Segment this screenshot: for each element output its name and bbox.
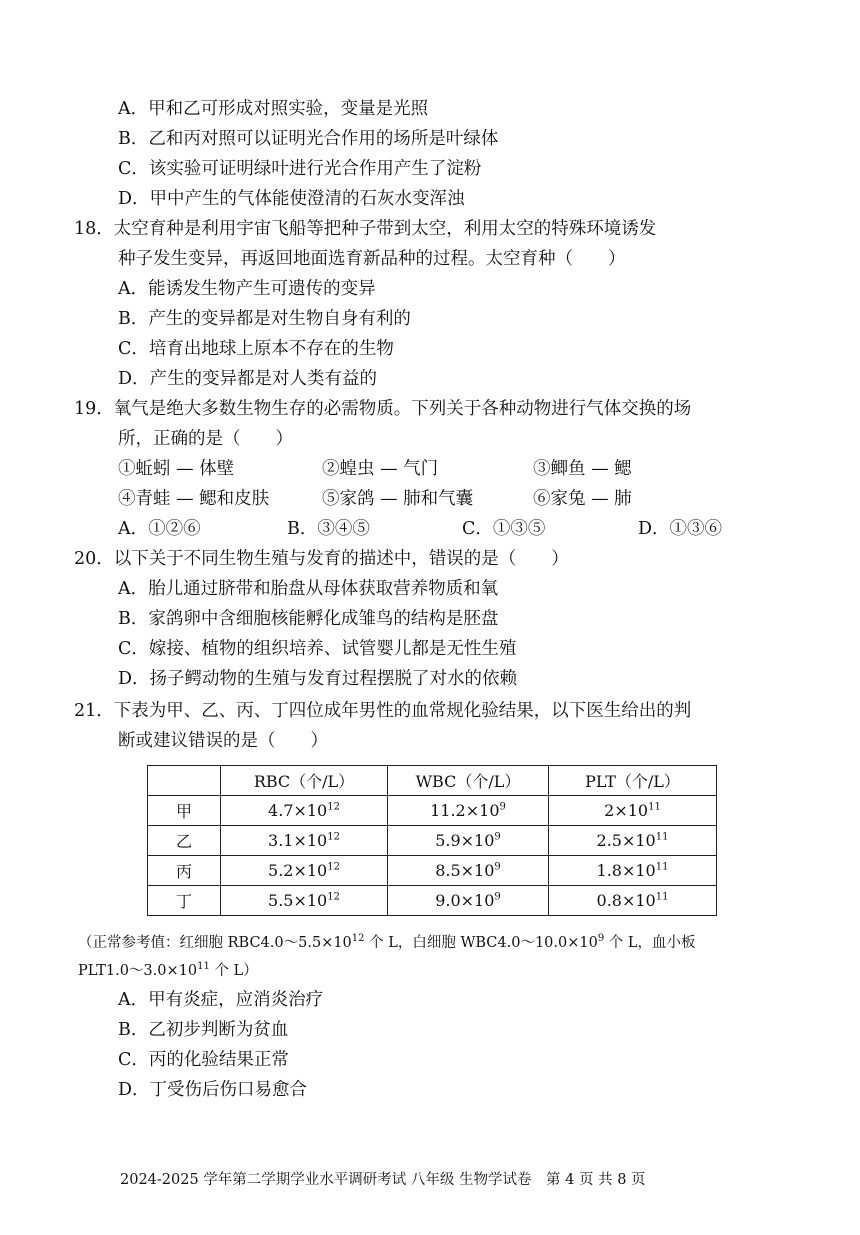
table-cell-rbc: $4.7\times 10^{12}$ xyxy=(221,796,388,826)
page-footer: 2024-2025 学年第二学期学业水平调研考试 八年级 生物学试卷 第 4 页 共 8 页 xyxy=(120,1172,646,1188)
q20-option-d: D．扬子鳄动物的生殖与发育过程摆脱了对水的依赖 xyxy=(118,669,518,689)
table-cell-rbc: $3.1\times 10^{12}$ xyxy=(221,826,388,856)
table-cell-plt: $2.5\times 10^{11}$ xyxy=(549,826,717,856)
table-cell-wbc: $9.0\times 10^9$ xyxy=(388,886,549,916)
q19-option-a: A．①②⑥ xyxy=(118,519,201,539)
q18-option-b: B．产生的变异都是对生物自身有利的 xyxy=(118,309,411,329)
table-cell-rbc: $5.5\times 10^{12}$ xyxy=(221,886,388,916)
q19-pair-5: ⑤家鸽 — 肺和气囊 xyxy=(322,489,474,509)
q20-option-b: B．家鸽卵中含细胞核能孵化成雏鸟的结构是胚盘 xyxy=(118,609,499,629)
q21-option-b: B．乙初步判断为贫血 xyxy=(118,1020,289,1040)
q17-option-a: A．甲和乙可形成对照实验，变量是光照 xyxy=(118,99,429,119)
table-cell-plt: $0.8\times 10^{11}$ xyxy=(549,886,717,916)
q19-pair-4: ④青蛙 — 鳃和皮肤 xyxy=(118,489,270,509)
table-row xyxy=(148,796,717,826)
table-cell-plt: $2\times 10^{11}$ xyxy=(549,796,717,826)
table-cell-wbc: $11.2\times 10^9$ xyxy=(388,796,549,826)
q18-option-c: C．培育出地球上原本不存在的生物 xyxy=(118,339,394,359)
table-cell-plt: $1.8\times 10^{11}$ xyxy=(549,856,717,886)
q18-option-a: A．能诱发生物产生可遗传的变异 xyxy=(118,279,376,299)
q19-option-b: B．③④⑤ xyxy=(287,519,370,539)
table-header-cell: WBC（个/L） xyxy=(388,766,549,796)
table-header-cell: RBC（个/L） xyxy=(221,766,388,796)
table-cell-name: 甲 xyxy=(148,796,221,826)
table-header-row xyxy=(148,766,717,796)
reference-note-line1: （正常参考值：红细胞 $RBC4.0\sim 5.5\times 10^{12}$ 个 L，白细胞 $WBC4.0\sim 10.0\times 10^9$ 个 L，血小板 xyxy=(78,933,696,951)
table-header-cell: PLT（个/L） xyxy=(549,766,717,796)
q19-stem-line1: 19．氧气是绝大多数生物生存的必需物质。下列关于各种动物进行气体交换的场 xyxy=(74,399,692,419)
q20-stem: 20．以下关于不同生物生殖与发育的描述中，错误的是（ ） xyxy=(74,549,569,569)
q19-pair-2: ②蝗虫 — 气门 xyxy=(322,459,439,479)
q20-option-a: A．胎儿通过脐带和胎盘从母体获取营养物质和氧 xyxy=(118,579,499,599)
q21-option-c: C．丙的化验结果正常 xyxy=(118,1050,289,1070)
table-cell-wbc: $5.9\times 10^9$ xyxy=(388,826,549,856)
table-cell-wbc: $8.5\times 10^9$ xyxy=(388,856,549,886)
q20-option-c: C．嫁接、植物的组织培养、试管婴儿都是无性生殖 xyxy=(118,639,517,659)
q21-option-d: D．丁受伤后伤口易愈合 xyxy=(118,1080,308,1100)
q19-option-d: D．①③⑥ xyxy=(638,519,723,539)
q19-pair-1: ①蚯蚓 — 体壁 xyxy=(118,459,235,479)
q17-option-b: B．乙和丙对照可以证明光合作用的场所是叶绿体 xyxy=(118,129,499,149)
q18-option-d: D．产生的变异都是对人类有益的 xyxy=(118,369,378,389)
q19-option-c: C．①③⑤ xyxy=(462,519,546,539)
table-cell-name: 乙 xyxy=(148,826,221,856)
q19-stem-line2: 所，正确的是（ ） xyxy=(118,429,293,449)
table-row xyxy=(148,826,717,856)
q17-option-d: D．甲中产生的气体能使澄清的石灰水变浑浊 xyxy=(118,189,465,209)
q19-pair-3: ③鲫鱼 — 鳃 xyxy=(533,459,632,479)
blood-test-table xyxy=(147,765,717,916)
table-cell-rbc: $5.2\times 10^{12}$ xyxy=(221,856,388,886)
q21-option-a: A．甲有炎症，应消炎治疗 xyxy=(118,990,324,1010)
q21-stem-line1: 21．下表为甲、乙、丙、丁四位成年男性的血常规化验结果，以下医生给出的判 xyxy=(74,701,692,721)
table-header-cell xyxy=(148,766,221,796)
q18-stem-line1: 18．太空育种是利用宇宙飞船等把种子带到太空，利用太空的特殊环境诱发 xyxy=(74,219,657,239)
table-row xyxy=(148,856,717,886)
q21-stem-line2: 断或建议错误的是（ ） xyxy=(118,731,328,751)
table-cell-name: 丁 xyxy=(148,886,221,916)
q18-stem-line2: 种子发生变异，再返回地面选育新品种的过程。太空育种（ ） xyxy=(118,249,626,269)
q17-option-c: C．该实验可证明绿叶进行光合作用产生了淀粉 xyxy=(118,159,482,179)
table-cell-name: 丙 xyxy=(148,856,221,886)
reference-note-line2: $PLT1.0\sim 3.0\times 10^{11}$ 个 L） xyxy=(78,961,258,979)
table-row xyxy=(148,886,717,916)
q19-pair-6: ⑥家兔 — 肺 xyxy=(533,489,632,509)
